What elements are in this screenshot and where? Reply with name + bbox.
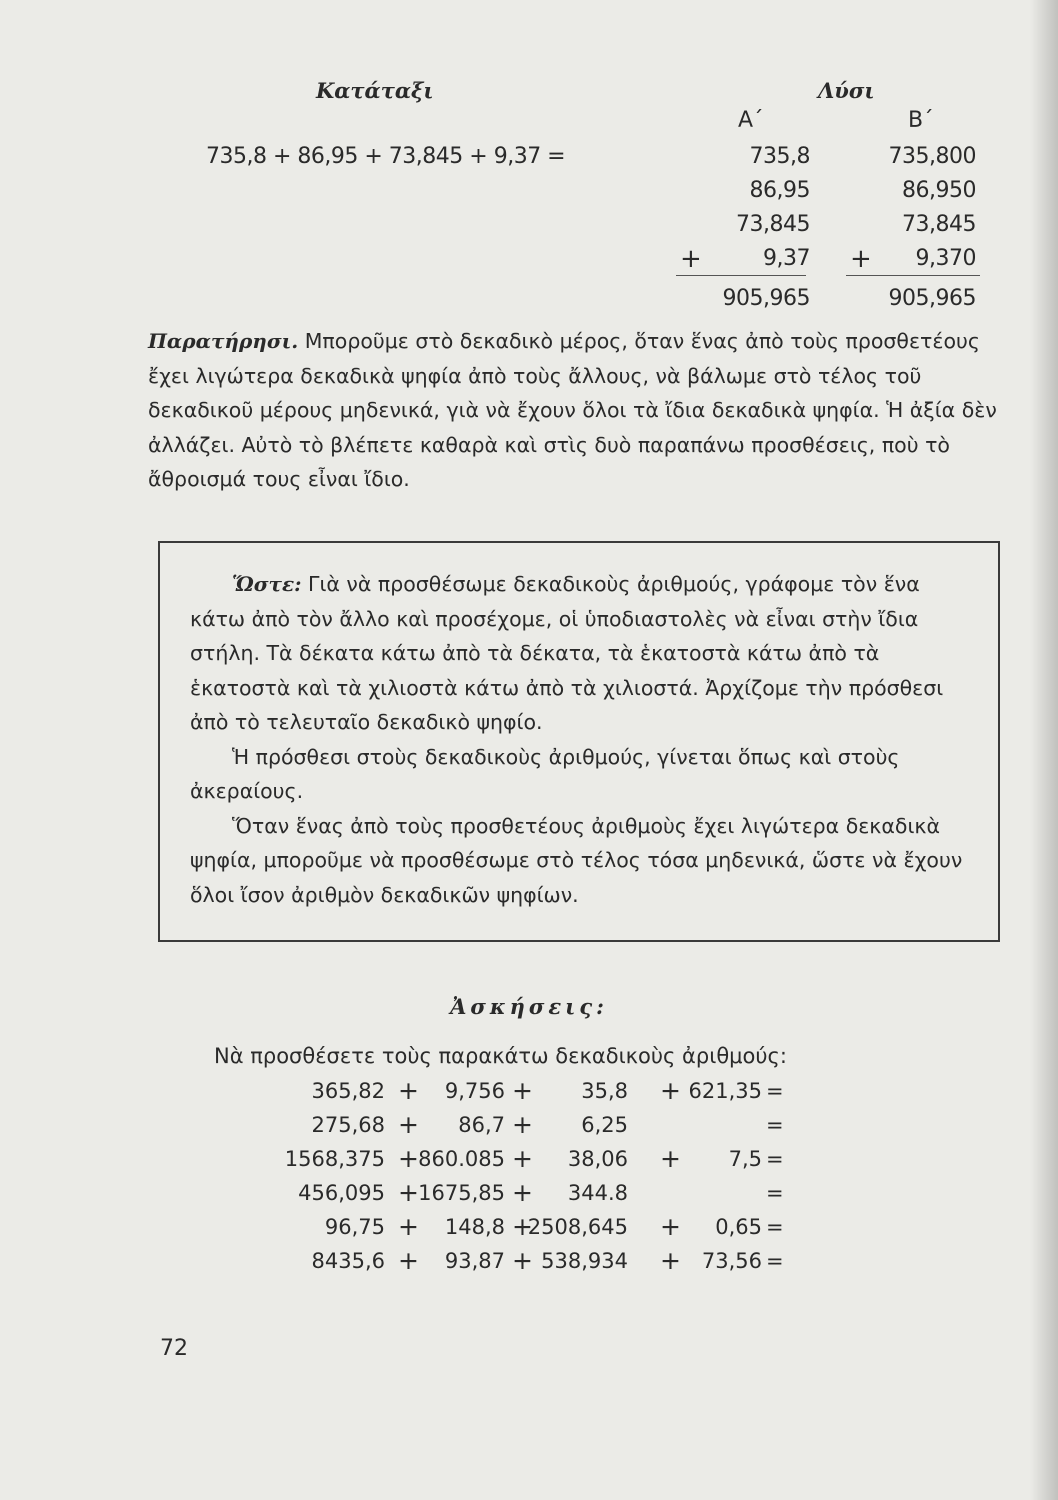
column-b-label: Β΄	[908, 108, 934, 133]
page-number: 72	[160, 1336, 188, 1361]
exercise-number: 456,095	[298, 1181, 385, 1205]
exercise-number: 1675,85	[418, 1181, 505, 1205]
exercise-number: 93,87	[444, 1249, 505, 1273]
observation-paragraph	[148, 324, 1010, 497]
equals-sign: =	[766, 1147, 784, 1171]
equals-sign: =	[766, 1113, 784, 1137]
exercise-number: 365,82	[311, 1079, 385, 1103]
col-a-value: 73,845	[736, 212, 810, 237]
col-a-sum: 905,965	[722, 286, 810, 311]
exercise-number: 860.085	[418, 1147, 505, 1171]
plus-sign: +	[398, 1110, 419, 1139]
exercise-row	[0, 1110, 1058, 1147]
col-a-value: 86,95	[749, 178, 810, 203]
exercise-row	[0, 1178, 1058, 1215]
exercise-number: 96,75	[324, 1215, 385, 1239]
exercise-number: 7,5	[728, 1147, 762, 1171]
exercise-number: 73,56	[701, 1249, 762, 1273]
sum-line-b	[846, 275, 980, 276]
sum-line-a	[676, 275, 806, 276]
exercise-number: 2508,645	[527, 1215, 628, 1239]
equals-sign: =	[766, 1215, 784, 1239]
exercise-number: 1568,375	[284, 1147, 385, 1171]
exercise-number: 86,7	[458, 1113, 505, 1137]
plus-sign: +	[398, 1246, 419, 1275]
col-b-value: 73,845	[902, 212, 976, 237]
rule-paragraph-1	[190, 567, 980, 740]
exercise-row	[0, 1212, 1058, 1249]
header-solution: Λύσι	[818, 78, 875, 103]
plus-sign: +	[660, 1076, 681, 1105]
exercise-number: 0,65	[715, 1215, 762, 1239]
exercise-number: 9,756	[444, 1079, 505, 1103]
exercise-number: 344.8	[567, 1181, 628, 1205]
plus-sign: +	[398, 1178, 419, 1207]
plus-sign: +	[512, 1076, 533, 1105]
col-b-sum: 905,965	[888, 286, 976, 311]
header-classification: Κατάταξι	[316, 78, 434, 103]
col-b-value: 9,370	[915, 246, 976, 271]
plus-sign: +	[680, 244, 702, 274]
plus-sign: +	[398, 1212, 419, 1241]
exercise-number: 8435,6	[311, 1249, 385, 1273]
exercise-row	[0, 1144, 1058, 1181]
rule-paragraph-3: Ὅταν ἕνας ἀπὸ τοὺς προσθετέους ἀριθμοὺς ἔχει λιγώτερα δεκαδικὰ ψηφία, μποροῦμε νὰ προσθέσωμε στὸ τέλος τόσα μηδενικά, ὥστε νὰ ἔχουν ὅλοι ἴσον ἀριθμὸν δεκαδικῶν ψηφίων.	[190, 813, 963, 907]
plus-sign: +	[512, 1110, 533, 1139]
exercise-number: 38,06	[567, 1147, 628, 1171]
plus-sign: +	[660, 1144, 681, 1173]
plus-sign: +	[850, 244, 872, 274]
exercises-prompt: Νὰ προσθέσετε τοὺς παρακάτω δεκαδικοὺς ἀριθμούς:	[214, 1044, 787, 1068]
rule-lead: Ὥστε:	[232, 572, 302, 596]
observation-lead: Παρατήρησι.	[148, 329, 299, 353]
equals-sign: =	[766, 1181, 784, 1205]
exercise-number: 6,25	[581, 1113, 628, 1137]
exercise-number: 35,8	[581, 1079, 628, 1103]
plus-sign: +	[512, 1246, 533, 1275]
equals-sign: =	[766, 1079, 784, 1103]
exercises-title: Ἀσκήσεις:	[450, 994, 608, 1019]
col-b-value: 86,950	[902, 178, 976, 203]
exercise-number: 538,934	[541, 1249, 628, 1273]
exercise-row	[0, 1076, 1058, 1113]
plus-sign: +	[660, 1212, 681, 1241]
exercise-number: 148,8	[444, 1215, 505, 1239]
rule-text-1: Γιὰ νὰ προσθέσωμε δεκαδικοὺς ἀριθμούς, γράφομε τὸν ἕνα κάτω ἀπὸ τὸν ἄλλο καὶ προσέχομε, οἱ ὑποδιαστολὲς νὰ εἶναι στὴν ἴδια στήλη. Τὰ δέκατα κάτω ἀπὸ τὰ δέκατα, τὰ ἑκατοστὰ κάτω ἀπὸ τὰ ἑκατοστὰ καὶ τὰ χιλιοστὰ κάτω ἀπὸ τὰ χιλιοστά. Ἀρχίζομε τὴν πρόσθεσι ἀπὸ τὸ τελευταῖο δεκαδικὸ ψηφίο.	[190, 572, 944, 734]
plus-sign: +	[512, 1212, 533, 1241]
plus-sign: +	[512, 1144, 533, 1173]
exercise-number: 621,35	[688, 1079, 762, 1103]
rule-box	[158, 541, 1000, 942]
col-a-value: 9,37	[763, 246, 810, 271]
plus-sign: +	[512, 1178, 533, 1207]
column-a-label: Α΄	[738, 108, 764, 133]
col-a-value: 735,8	[749, 144, 810, 169]
observation-text: Μποροῦμε στὸ δεκαδικὸ μέρος, ὅταν ἕνας ἀπὸ τοὺς προσθετέους ἔχει λιγώτερα δεκαδικὰ ψηφία ἀπὸ τοὺς ἄλλους, νὰ βάλωμε στὸ τέλος τοῦ δεκαδικοῦ μέρους μηδενικά, γιὰ νὰ ἔχουν ὅλοι τὰ ἴδια δεκαδικὰ ψηφία. Ἡ ἀξία δὲν ἀλλάζει. Αὐτὸ τὸ βλέπετε καθαρὰ καὶ στὶς δυὸ παραπάνω προσθέσεις, ποὺ τὸ ἄθροισμά τους εἶναι ἴδιο.	[148, 329, 997, 491]
equals-sign: =	[766, 1249, 784, 1273]
plus-sign: +	[398, 1076, 419, 1105]
col-b-value: 735,800	[888, 144, 976, 169]
addition-equation: 735,8 + 86,95 + 73,845 + 9,37 =	[206, 144, 566, 169]
exercise-row	[0, 1246, 1058, 1283]
plus-sign: +	[398, 1144, 419, 1173]
rule-paragraph-2: Ἡ πρόσθεσι στοὺς δεκαδικοὺς ἀριθμούς, γίνεται ὅπως καὶ στοὺς ἀκεραίους.	[190, 744, 900, 803]
exercise-number: 275,68	[311, 1113, 385, 1137]
plus-sign: +	[660, 1246, 681, 1275]
